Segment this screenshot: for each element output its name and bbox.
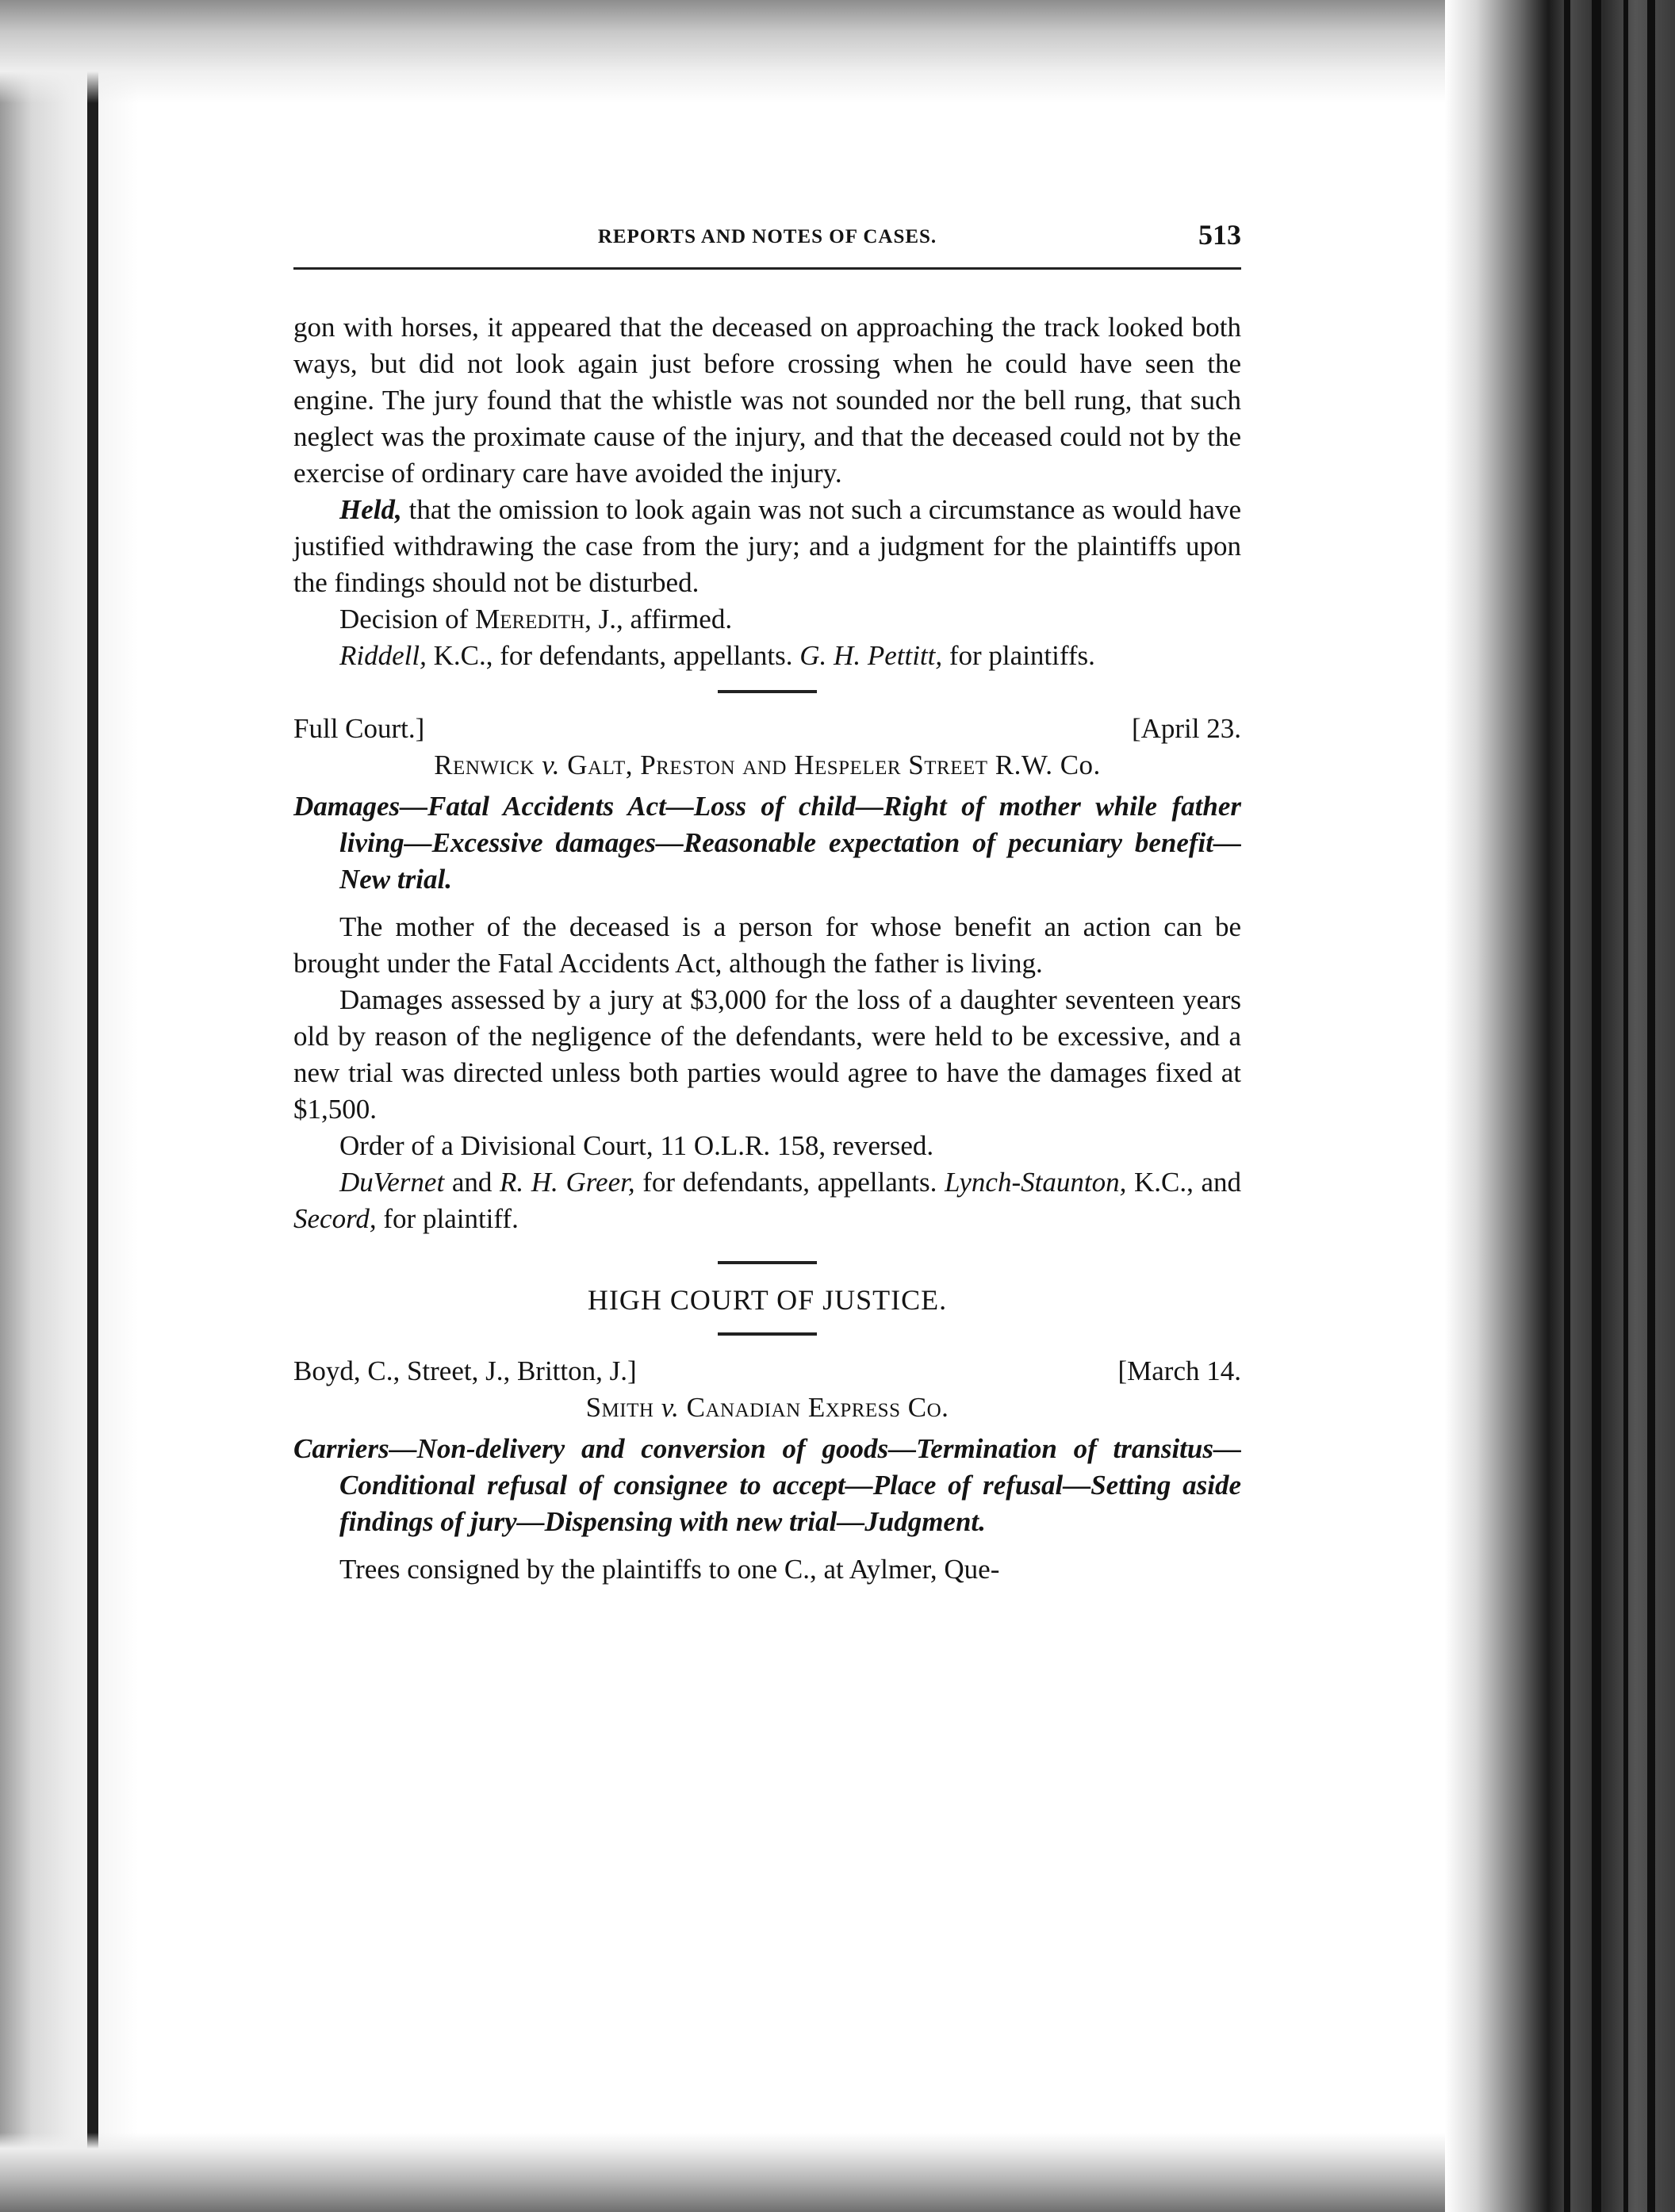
case3-court-line — [293, 1353, 1241, 1390]
section-separator-rule — [718, 1261, 817, 1264]
versus: v. — [535, 749, 568, 780]
court-name: Full Court.] — [293, 713, 425, 744]
counsel-text: and — [444, 1167, 500, 1198]
page-body — [293, 309, 1241, 1588]
page-header — [293, 218, 1241, 258]
counsel-text: for defendants, appellants. — [634, 1167, 945, 1198]
counsel-name: Secord, — [293, 1203, 377, 1234]
running-head: REPORTS AND NOTES OF CASES. — [597, 226, 937, 247]
counsel-text: for plaintiffs. — [942, 640, 1095, 671]
scan-shadow-bottom — [0, 2133, 1675, 2212]
case2-paragraph-1: The mother of the deceased is a person for whose benefit an action can be brought under the Fatal Accidents Act, although the father is living. — [293, 911, 1241, 979]
counsel-text: for plaintiff. — [376, 1203, 519, 1234]
counsel-name: DuVernet — [339, 1167, 445, 1198]
decision-suffix: , J., affirmed. — [585, 604, 733, 634]
decision-date: [April 23. — [1131, 713, 1241, 744]
counsel-text: K.C., for defendants, appellants. — [426, 640, 800, 671]
decision-prefix: Decision of — [339, 604, 476, 634]
counsel-name: G. H. Pettitt, — [799, 640, 943, 671]
case1-held-paragraph — [293, 492, 1241, 601]
counsel-name: Riddell, — [339, 640, 427, 671]
decision-date: [March 14. — [1117, 1355, 1241, 1386]
case2-paragraph-3: Order of a Divisional Court, 11 O.L.R. 158, reversed. — [339, 1130, 934, 1161]
case2-court-line — [293, 711, 1241, 747]
binding-edge-line — [87, 32, 98, 2157]
case-separator-rule — [718, 690, 817, 693]
party-name: Renwick — [434, 749, 535, 780]
scan-shadow-top — [0, 0, 1675, 103]
party-name: Galt, Preston and Hespeler Street — [567, 749, 988, 780]
case2-headnote: Damages—Fatal Accidents Act—Loss of child—Right of mother while father living—Excessive damages—Reasonable expectation of pecuniary benefit—New trial. — [293, 791, 1241, 895]
counsel-name: Lynch-Staunton, — [944, 1167, 1127, 1198]
versus: v. — [654, 1392, 687, 1423]
case1-decision — [293, 601, 1241, 638]
case3-headnote: Carriers—Non-delivery and conversion of goods—Termination of transitus—Conditional refusal of consignee to accept—Place of refusal—Setting aside findings of jury—Dispensing with new trial—Judgment. — [293, 1433, 1241, 1537]
party-name: Canadian Express Co. — [686, 1392, 949, 1423]
case3-paragraph-1: Trees consigned by the plaintiffs to one C., at Aylmer, Que- — [339, 1554, 1000, 1585]
case1-counsel — [293, 638, 1241, 674]
counsel-text: K.C., and — [1126, 1167, 1242, 1198]
party-name: Smith — [585, 1392, 654, 1423]
case2-paragraph-2: Damages assessed by a jury at $3,000 for the loss of a daughter seventeen years old by reason of the negligence of the defendants, were held to be excessive, and a new trial was directed unless both parties would agree to have the damages fixed at $1,500. — [293, 984, 1241, 1125]
scan-shadow-right — [1445, 0, 1675, 2212]
page-number: 513 — [1198, 219, 1241, 251]
held-word: Held, — [339, 494, 402, 525]
case2-counsel — [293, 1164, 1241, 1237]
section-separator-rule — [718, 1332, 817, 1336]
case1-paragraph-1: gon with horses, it appeared that the deceased on approaching the track looked both ways, but did not look again just before crossing when he could have seen the engine. The jury found that the whistle was not sounded nor the bell rung, that such neglect was the proximate cause of the injury, and that the deceased could not by the exercise of ordinary care have avoided the injury. — [293, 312, 1241, 489]
scan-shadow-left — [0, 0, 139, 2212]
held-text: that the omission to look again was not such a circumstance as would have justified withdrawing the case from the jury; and a judgment for the plaintiffs upon the findings should not be disturbed. — [293, 494, 1241, 598]
party-name-suffix: R.W. Co. — [987, 749, 1101, 780]
decision-judge: Meredith — [475, 604, 585, 634]
case3-title — [293, 1390, 1241, 1426]
court-name: Boyd, C., Street, J., Britton, J.] — [293, 1355, 637, 1386]
header-rule — [293, 267, 1241, 270]
case2-title — [293, 747, 1241, 784]
counsel-name: R. H. Greer, — [500, 1167, 635, 1198]
section-heading: HIGH COURT OF JUSTICE. — [587, 1284, 948, 1316]
